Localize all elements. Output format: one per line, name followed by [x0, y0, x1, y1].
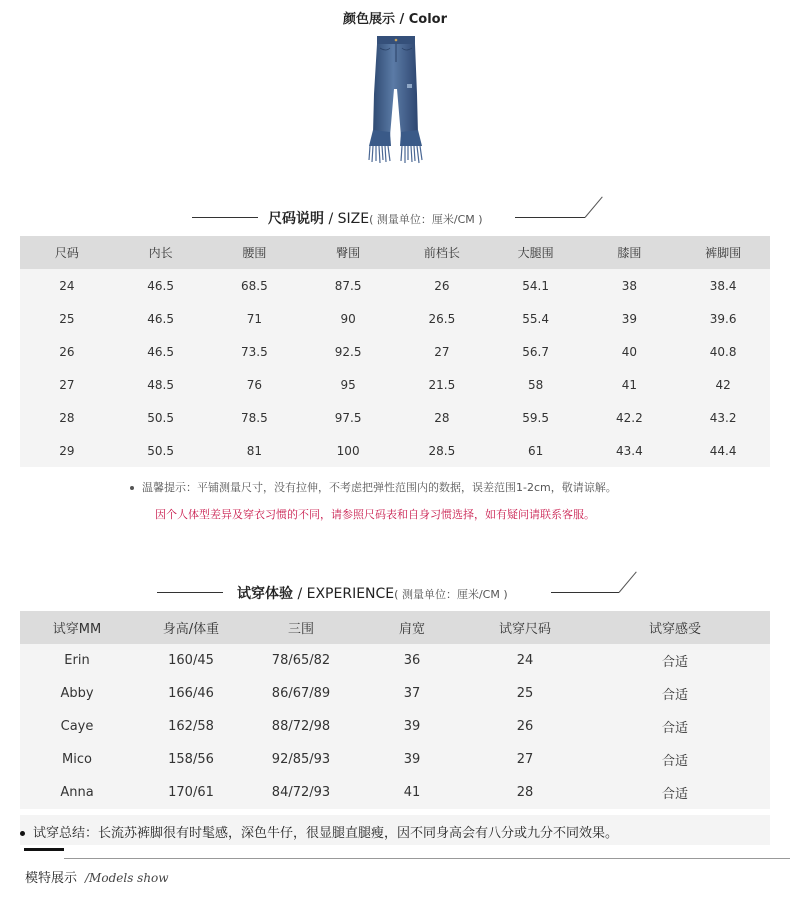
experience-title-line-right: [551, 592, 619, 593]
size-cell: 46.5: [114, 269, 208, 302]
size-cell: 46.5: [114, 335, 208, 368]
experience-header-cell: 三围: [248, 611, 354, 644]
size-cell: 87.5: [301, 269, 395, 302]
table-row: [20, 368, 770, 401]
table-row: [20, 401, 770, 434]
size-cell: 71: [208, 302, 302, 335]
experience-header-cell: 身高/体重: [134, 611, 248, 644]
experience-cell: 37: [354, 677, 470, 710]
size-header-cell: 臀围: [301, 236, 395, 269]
experience-cell: 160/45: [134, 644, 248, 677]
experience-cell: 78/65/82: [248, 644, 354, 677]
size-cell: 26: [395, 269, 489, 302]
table-row: [20, 644, 770, 677]
size-cell: 43.2: [676, 401, 770, 434]
experience-summary: [20, 822, 618, 841]
size-header-cell: 前档长: [395, 236, 489, 269]
experience-cell: 27: [470, 743, 580, 776]
size-title-en: SIZE: [337, 211, 370, 227]
size-cell: 41: [583, 368, 677, 401]
size-header-cell: 裤脚围: [676, 236, 770, 269]
experience-cell: Caye: [20, 710, 134, 743]
size-cell: 97.5: [301, 401, 395, 434]
experience-cell: 39: [354, 743, 470, 776]
experience-cell: 合适: [580, 710, 770, 743]
size-cell: 50.5: [114, 434, 208, 467]
size-title-separator: /: [324, 211, 338, 227]
experience-cell: 合适: [580, 677, 770, 710]
experience-cell: 36: [354, 644, 470, 677]
experience-cell: 26: [470, 710, 580, 743]
experience-cell: 84/72/93: [248, 776, 354, 809]
table-row: [20, 743, 770, 776]
experience-cell: 86/67/89: [248, 677, 354, 710]
size-notice: 因个人体型差异及穿衣习惯的不同，请参照尺码表和自身习惯选择，如有疑问请联系客服。: [155, 508, 595, 521]
bullet-icon: [20, 831, 25, 836]
size-title-line-left: [192, 217, 258, 218]
size-cell: 26: [20, 335, 114, 368]
size-cell: 73.5: [208, 335, 302, 368]
experience-cell: 41: [354, 776, 470, 809]
experience-title-cn: 试穿体验: [237, 586, 293, 602]
experience-cell: Abby: [20, 677, 134, 710]
size-cell: 58: [489, 368, 583, 401]
models-title-en: /Models show: [85, 871, 169, 885]
experience-table-header-row: [20, 611, 770, 644]
experience-table: [20, 611, 770, 809]
models-title-cn: 模特展示: [25, 871, 78, 886]
size-cell: 27: [20, 368, 114, 401]
size-tip-text: 温馨提示：平铺测量尺寸，没有拉伸，不考虑把弹性范围内的数据，误差范围1-2cm，敬请谅解。: [142, 481, 617, 494]
experience-cell: 88/72/98: [248, 710, 354, 743]
experience-cell: 166/46: [134, 677, 248, 710]
experience-cell: 25: [470, 677, 580, 710]
size-cell: 78.5: [208, 401, 302, 434]
experience-cell: Anna: [20, 776, 134, 809]
experience-cell: 162/58: [134, 710, 248, 743]
experience-cell: 170/61: [134, 776, 248, 809]
experience-cell: 28: [470, 776, 580, 809]
experience-cell: 合适: [580, 644, 770, 677]
experience-cell: 24: [470, 644, 580, 677]
experience-cell: 合适: [580, 776, 770, 809]
bullet-icon: [130, 486, 134, 490]
size-cell: 27: [395, 335, 489, 368]
experience-title-slash: [619, 571, 637, 592]
size-cell: 81: [208, 434, 302, 467]
size-cell: 28: [395, 401, 489, 434]
size-cell: 42: [676, 368, 770, 401]
models-title-divider: [64, 858, 790, 859]
experience-cell: 合适: [580, 743, 770, 776]
size-cell: 38: [583, 269, 677, 302]
size-cell: 28: [20, 401, 114, 434]
size-cell: 61: [489, 434, 583, 467]
experience-cell: 92/85/93: [248, 743, 354, 776]
size-cell: 55.4: [489, 302, 583, 335]
size-cell: 90: [301, 302, 395, 335]
table-row: [20, 677, 770, 710]
size-cell: 76: [208, 368, 302, 401]
table-row: [20, 776, 770, 809]
table-row: [20, 335, 770, 368]
experience-summary-text: 试穿总结：长流苏裤脚很有时髦感，深色牛仔，很显腿直腿瘦，因不同身高会有八分或九分不同效果。: [33, 826, 619, 841]
experience-section-title: [237, 583, 508, 603]
size-cell: 100: [301, 434, 395, 467]
size-cell: 42.2: [583, 401, 677, 434]
experience-cell: 39: [354, 710, 470, 743]
size-cell: 44.4: [676, 434, 770, 467]
size-header-cell: 内长: [114, 236, 208, 269]
experience-cell: 158/56: [134, 743, 248, 776]
size-cell: 48.5: [114, 368, 208, 401]
jeans-product-image: [360, 34, 430, 166]
size-cell: 39.6: [676, 302, 770, 335]
size-cell: 95: [301, 368, 395, 401]
size-title-unit: ( 测量单位：厘米/CM ): [369, 213, 483, 226]
experience-title-line-left: [157, 592, 223, 593]
size-cell: 21.5: [395, 368, 489, 401]
table-row: [20, 302, 770, 335]
size-cell: 28.5: [395, 434, 489, 467]
size-cell: 26.5: [395, 302, 489, 335]
size-cell: 24: [20, 269, 114, 302]
size-cell: 59.5: [489, 401, 583, 434]
size-header-cell: 膝围: [583, 236, 677, 269]
size-tip: [130, 479, 617, 495]
size-table: [20, 236, 770, 467]
size-cell: 68.5: [208, 269, 302, 302]
experience-title-unit: ( 测量单位：厘米/CM ): [394, 588, 508, 601]
size-cell: 50.5: [114, 401, 208, 434]
table-row: [20, 710, 770, 743]
size-header-cell: 腰围: [208, 236, 302, 269]
size-cell: 46.5: [114, 302, 208, 335]
size-header-cell: 大腿围: [489, 236, 583, 269]
experience-title-en: EXPERIENCE: [306, 586, 395, 602]
table-row: [20, 434, 770, 467]
size-section-title: [268, 208, 483, 228]
size-title-slash: [585, 196, 603, 217]
experience-header-cell: 试穿感受: [580, 611, 770, 644]
models-section-title: [25, 867, 169, 886]
size-cell: 54.1: [489, 269, 583, 302]
experience-title-separator: /: [293, 586, 307, 602]
size-cell: 40.8: [676, 335, 770, 368]
size-title-line-right: [515, 217, 585, 218]
size-title-cn: 尺码说明: [268, 211, 324, 227]
size-cell: 40: [583, 335, 677, 368]
models-title-accent-bar: [24, 848, 64, 851]
size-cell: 43.4: [583, 434, 677, 467]
experience-cell: Erin: [20, 644, 134, 677]
color-section-title: 颜色展示 / Color: [342, 12, 448, 27]
experience-header-cell: 肩宽: [354, 611, 470, 644]
size-cell: 38.4: [676, 269, 770, 302]
experience-header-cell: 试穿尺码: [470, 611, 580, 644]
size-cell: 39: [583, 302, 677, 335]
size-cell: 29: [20, 434, 114, 467]
experience-header-cell: 试穿MM: [20, 611, 134, 644]
size-cell: 56.7: [489, 335, 583, 368]
size-cell: 92.5: [301, 335, 395, 368]
size-cell: 25: [20, 302, 114, 335]
experience-cell: Mico: [20, 743, 134, 776]
size-table-header-row: [20, 236, 770, 269]
size-header-cell: 尺码: [20, 236, 114, 269]
table-row: [20, 269, 770, 302]
